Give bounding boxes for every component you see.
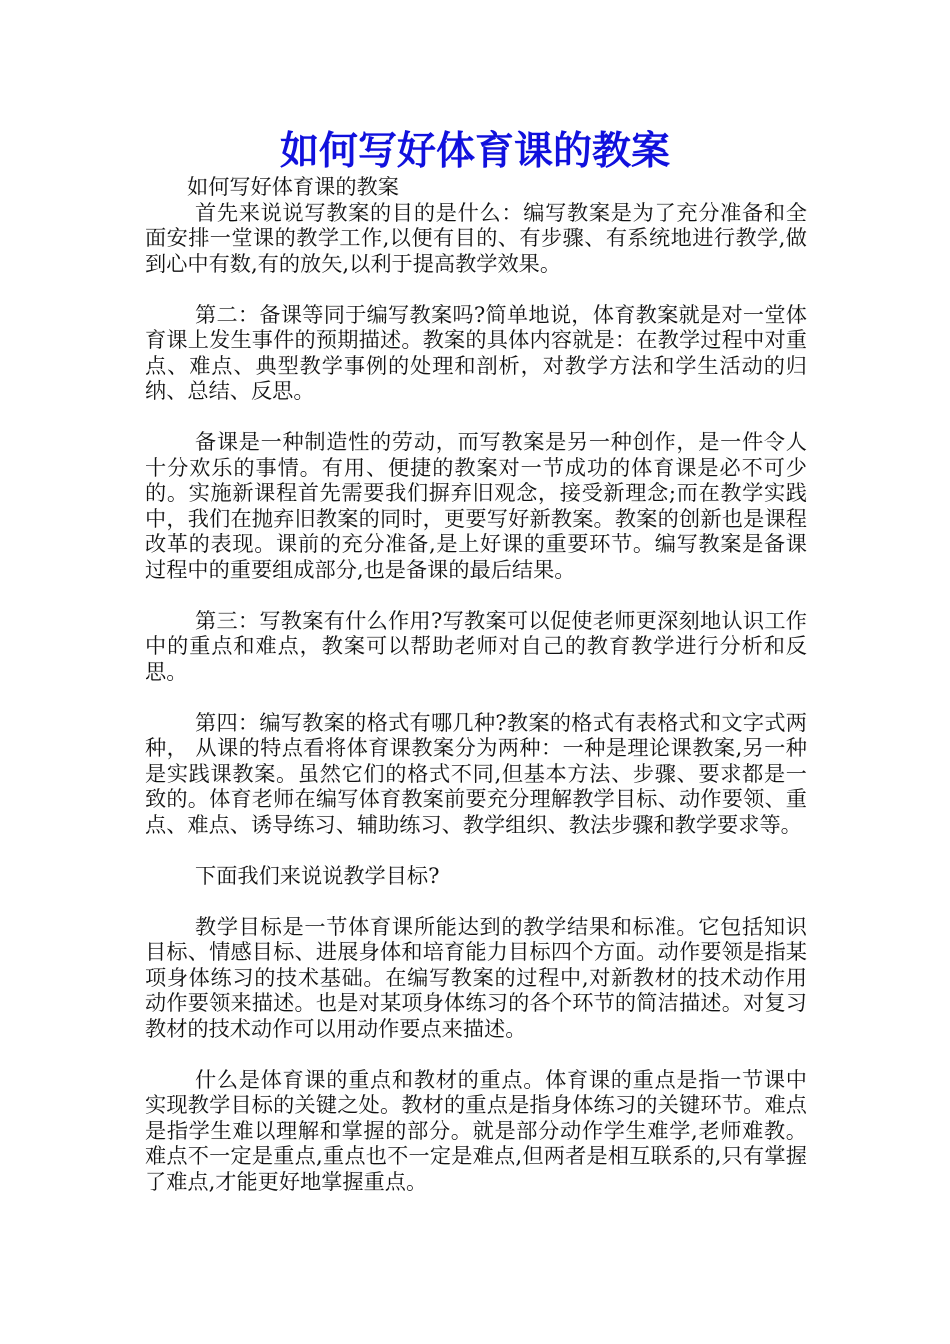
paragraph-fourth: 第四：编写教案的格式有哪几种?教案的格式有表格式和文字式两种， 从课的特点看将体育课教案分为两种：一种是理论课教案,另一种是实践课教案。虽然它们的格式不同,但基本方法、步骤、要求都是一致的。体育老师在编写体育教案前要充分理解教学目标、动作要领、重点、难点、诱导练习、辅助练习、教学组织、教法步骤和教学要求等。 [145,709,807,837]
paragraph-preparation: 备课是一种制造性的劳动，而写教案是另一种创作，是一件令人十分欢乐的事情。有用、便捷的教案对一节成功的体育课是必不可少的。实施新课程首先需要我们摒弃旧观念，接受新理念;而在教学实践中，我们在抛弃旧教案的同时，更要写好新教案。教案的创新也是课程改革的表现。课前的充分准备,是上好课的重要环节。编写教案是备课过程中的重要组成部分,也是备课的最后结果。 [145,429,807,582]
paragraph-teaching-goals: 教学目标是一节体育课所能达到的教学结果和标准。它包括知识目标、情感目标、进展身体和培育能力目标四个方面。动作要领是指某项身体练习的技术基础。在编写教案的过程中,对新教材的技术动作用动作要领来描述。也是对某项身体练习的各个环节的简洁描述。对复习教材的技术动作可以用动作要点来描述。 [145,913,807,1041]
paragraph-key-points: 什么是体育课的重点和教材的重点。体育课的重点是指一节课中实现教学目标的关键之处。教材的重点是指身体练习的关键环节。难点是指学生难以理解和掌握的部分。就是部分动作学生难学,老师难教。难点不一定是重点,重点也不一定是难点,但两者是相互联系的,只有掌握了难点,才能更好地掌握重点。 [145,1066,807,1194]
document-body [145,174,807,1220]
document-title: 如何写好体育课的教案 [279,128,670,174]
document-subtitle: 如何写好体育课的教案 [187,174,399,199]
paragraph-second: 第二：备课等同于编写教案吗?简单地说，体育教案就是对一堂体育课上发生事件的预期描述。教案的具体内容就是：在教学过程中对重点、难点、典型教学事例的处理和剖析，对教学方法和学生活动的归纳、总结、反思。 [145,301,807,403]
paragraph-goals-intro: 下面我们来说说教学目标? [195,862,440,888]
paragraph-purpose: 首先来说说写教案的目的是什么：编写教案是为了充分准备和全面安排一堂课的教学工作,以便有目的、有步骤、有系统地进行教学,做到心中有数,有的放矢,以利于提高教学效果。 [145,199,807,276]
paragraph-third: 第三：写教案有什么作用?写教案可以促使老师更深刻地认识工作中的重点和难点，教案可以帮助老师对自己的教育教学进行分析和反思。 [145,607,807,684]
